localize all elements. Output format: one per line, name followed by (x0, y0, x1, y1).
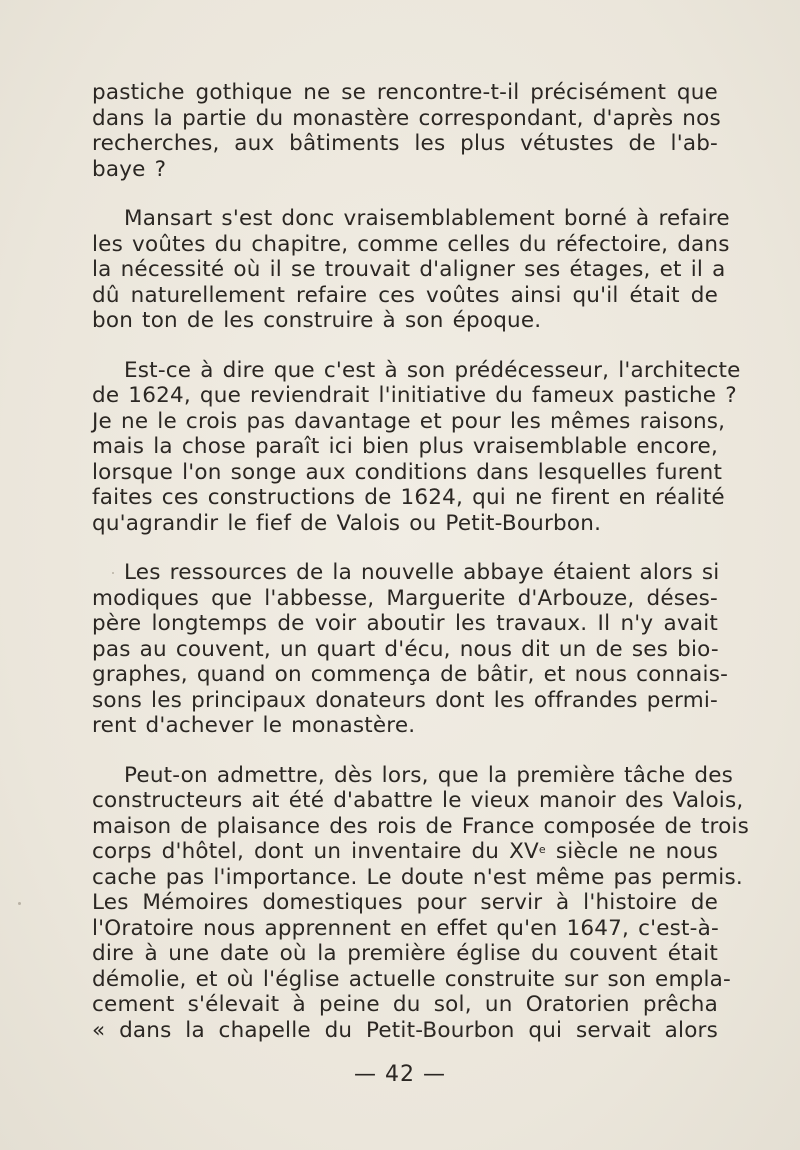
text-line: dû naturellement refaire ces voûtes ainsi qu'il était de (92, 282, 718, 308)
paragraph-5 (92, 762, 749, 1044)
text-line: l'Oratoire nous apprennent en effet qu'en 1647, c'est-à- (92, 915, 719, 941)
page-number: — 42 — (354, 1062, 446, 1087)
text-line: cache pas l'importance. Le doute n'est même pas permis. (92, 864, 743, 890)
text-line: de 1624, que reviendrait l'initiative du fameux pastiche ? (92, 383, 737, 408)
text-line: constructeurs ait été d'abattre le vieux manoir des Valois, (92, 788, 744, 813)
text-line: modiques que l'abbesse, Marguerite d'Arbouze, déses- (92, 585, 718, 611)
paragraph-4 (92, 560, 729, 739)
text-line: maison de plaisance des rois de France composée de trois (92, 813, 749, 839)
text-line: Les Mémoires domestiques pour servir à l'histoire de (92, 890, 718, 915)
text-line: pas au couvent, un quart d'écu, nous dit un de ses bio- (92, 636, 719, 662)
text-line: les voûtes du chapitre, comme celles du réfectoire, dans (92, 231, 730, 257)
text-line: père longtemps de voir aboutir les travaux. Il n'y avait (92, 611, 718, 636)
text-line: Est-ce à dire que c'est à son prédécesseur, l'architecte (124, 357, 741, 383)
text-line: « dans la chapelle du Petit-Bourbon qui servait alors (92, 1017, 718, 1043)
text-line: Peut-on admettre, dès lors, que la première tâche des (124, 762, 734, 788)
text-line: dire à une date où la première église du couvent était (92, 941, 718, 966)
body-text (92, 80, 749, 1067)
text-line: recherches, aux bâtiments les plus vétustes de l'ab- (92, 131, 718, 156)
text-line: sons les principaux donateurs dont les offrandes permi- (92, 687, 718, 713)
text-line: qu'agrandir le fief de Valois ou Petit-Bourbon. (92, 510, 602, 536)
text-line: mais la chose paraît ici bien plus vraisemblable encore, (92, 434, 718, 459)
text-line: dans la partie du monastère correspondant, d'après nos (92, 105, 721, 131)
paper-speck (18, 902, 21, 905)
text-line: lorsque l'on songe aux conditions dans lesquelles furent (92, 459, 723, 485)
paragraph-3 (92, 357, 741, 537)
century-superscript: e (538, 843, 546, 856)
text-line-with-superscript (92, 839, 718, 865)
text-line: Mansart s'est donc vraisemblablement borné à refaire (124, 206, 730, 231)
text-line: bon ton de les construire à son époque. (92, 308, 542, 333)
paragraph-1 (92, 80, 721, 182)
text-line: Je ne le crois pas davantage et pour les mêmes raisons, (92, 408, 726, 434)
paragraph-2 (92, 206, 730, 334)
text-line: pastiche gothique ne se rencontre-t-il précisément que (92, 80, 718, 105)
text-line: faites ces constructions de 1624, qui ne firent en réalité (92, 485, 725, 510)
text-line: Les ressources de la nouvelle abbaye étaient alors si (124, 560, 720, 585)
text-line-tail: siècle ne nous (545, 839, 718, 864)
text-line: cement s'élevait à peine du sol, un Oratorien prêcha (92, 992, 718, 1017)
text-line: graphes, quand on commença de bâtir, et nous connais- (92, 662, 729, 687)
text-line: démolie, et où l'église actuelle construite sur son empla- (92, 966, 731, 992)
text-line: la nécessité où il se trouvait d'aligner ses étages, et il a (92, 257, 726, 282)
text-line: rent d'achever le monastère. (92, 713, 416, 738)
paper-speck (112, 572, 114, 574)
text-line-head: corps d'hôtel, dont un inventaire du XV (92, 839, 539, 864)
text-line: baye ? (92, 156, 167, 182)
